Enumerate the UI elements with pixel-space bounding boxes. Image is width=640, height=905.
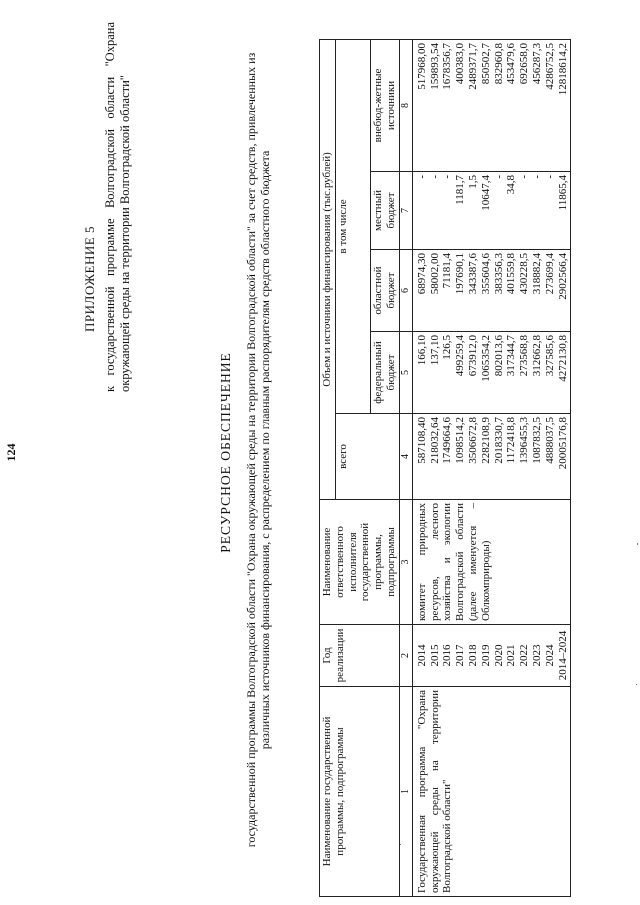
document-title: РЕСУРСНОЕ ОБЕСПЕЧЕНИЕ [218, 352, 233, 553]
regional-value: 430228,5 [518, 253, 531, 295]
extrabudget-value: 692658,0 [518, 42, 531, 85]
local-value: 1,5 [466, 175, 479, 189]
federal-cell [412, 332, 571, 414]
federal-value: 317344,7 [505, 335, 518, 377]
extrabudget-value: 453479,6 [505, 42, 518, 85]
local-value: 1181,7 [454, 175, 467, 205]
header-executor: Наименование ответственного исполнителя государственной программы, подпрограммы [320, 500, 400, 625]
total-value: 1172418,8 [505, 417, 518, 464]
regional-value: 71181,4 [441, 253, 454, 289]
header-including: в том числе [335, 39, 370, 413]
local-value: - [518, 175, 531, 179]
extrabudget-value: 400383,0 [454, 42, 467, 85]
year-value: 2015 [428, 644, 441, 667]
federal-value: 273568,8 [518, 335, 531, 377]
total-cell [412, 414, 571, 500]
header-regional: областной бюджет [371, 250, 400, 332]
total-value: 587108,40 [415, 417, 428, 464]
extrabudget-value: 850502,7 [479, 42, 492, 85]
header-total: всего [335, 414, 399, 500]
appendix-text: к государственной программе Волгоградской области "Охрана окружающей среды на территории Волгоградской области" [103, 22, 132, 392]
column-number: 5 [399, 332, 412, 414]
federal-value: 673912,0 [466, 335, 479, 377]
regional-value: 197690,1 [454, 253, 467, 295]
total-value: 2018330,7 [492, 417, 505, 464]
total-value: 1749664,6 [441, 417, 454, 464]
extrabudget-value: 12818614,2 [556, 42, 569, 96]
local-value: - [530, 175, 543, 179]
column-number: 3 [399, 500, 412, 625]
local-cell [412, 172, 571, 250]
local-value: - [543, 175, 556, 179]
regional-value: 2902566,4 [556, 253, 569, 300]
year-cell [412, 625, 571, 687]
year-value: 2016 [441, 644, 454, 667]
extrabudget-value: 4286752,5 [543, 42, 556, 90]
federal-value: 1065354,2 [479, 335, 492, 382]
regional-value: 355604,6 [479, 253, 492, 295]
table-header [320, 39, 413, 896]
federal-value: 312662,8 [530, 335, 543, 377]
appendix-title: ПРИЛОЖЕНИЕ 5 [82, 226, 97, 332]
extrabudget-value: 517968,00 [415, 42, 428, 90]
column-number: 2 [399, 625, 412, 687]
regional-value: 318882,4 [530, 253, 543, 295]
column-number: 8 [399, 39, 412, 171]
year-value: 2020 [492, 644, 505, 667]
local-value: - [441, 175, 454, 179]
document-subtitle: государственной программы Волгоградской области "Охрана окружающей среды на территории Волгоградской области" за счет средств, привлеченных из различных источников финансирования, с распределением по главным распорядителям средств областного бюджета [244, 52, 272, 848]
federal-value: 137,10 [428, 335, 441, 366]
extrabudget-value: 1678356,7 [441, 42, 454, 90]
local-value: 11865,4 [556, 175, 569, 211]
regional-value: 343387,6 [466, 253, 479, 295]
scan-speck [636, 684, 637, 685]
regional-value: 273699,4 [543, 253, 556, 295]
table-row [412, 39, 571, 896]
page-number: 124 [4, 443, 18, 462]
column-number-row [399, 39, 412, 896]
local-value: 34,8 [505, 175, 518, 195]
column-number: 1 [399, 687, 412, 897]
regional-cell [412, 250, 571, 332]
regional-value: 68974,30 [415, 253, 428, 295]
year-value: 2019 [479, 644, 492, 667]
scan-speck [400, 844, 401, 845]
executor-cell: комитет природных ресурсов, лесного хозяйства и экологии Волгоградской области (далее именуется – Облкомприроды) [412, 500, 571, 625]
header-extrabudget: внебюд-жетные источники [371, 39, 400, 171]
regional-value: 401559,8 [505, 253, 518, 295]
column-number: 4 [399, 414, 412, 500]
total-value: 4888037,5 [543, 417, 556, 464]
federal-value: 166,10 [415, 335, 428, 366]
extrabudget-value: 456287,3 [530, 42, 543, 85]
header-local: местный бюджет [371, 172, 400, 250]
local-value: - [492, 175, 505, 179]
local-value: - [428, 175, 441, 179]
extrabudget-value: 2489371,7 [466, 42, 479, 90]
year-value: 2014–2024 [556, 630, 569, 681]
federal-value: 802013,6 [492, 335, 505, 377]
regional-value: 58002,00 [428, 253, 441, 295]
total-value: 2282108,9 [479, 417, 492, 464]
federal-value: 499259,4 [454, 335, 467, 377]
local-value: 10647,4 [479, 175, 492, 211]
federal-value: 126,5 [441, 335, 454, 360]
total-value: 3506672,8 [466, 417, 479, 464]
year-value: 2021 [505, 644, 518, 667]
program-name-cell: Государственная программа "Охрана окружающей среды на территории Волгоградской области" [412, 687, 571, 897]
appendix-block [82, 22, 133, 392]
header-program-name: Наименование государственной программы, подпрограммы [320, 687, 400, 897]
funding-table [319, 39, 571, 897]
total-value: 20005176,8 [556, 417, 569, 470]
year-value: 2024 [543, 644, 556, 667]
year-value: 2023 [530, 644, 543, 667]
total-value: 1396455,3 [518, 417, 531, 464]
scan-speck [637, 543, 638, 545]
year-value: 2014 [415, 644, 428, 667]
column-number: 7 [399, 172, 412, 250]
year-value: 2022 [518, 644, 531, 667]
federal-value: 4272130,8 [556, 335, 569, 382]
year-value: 2017 [454, 644, 467, 667]
extrabudget-cell [412, 39, 571, 171]
header-funding-group: Объем и источники финансирования (тыс.рублей) [320, 39, 336, 499]
year-value: 2018 [466, 644, 479, 667]
extrabudget-value: 159893,54 [428, 42, 441, 90]
header-year: Год реализации [320, 625, 400, 687]
federal-value: 327585,6 [543, 335, 556, 377]
column-number: 6 [399, 250, 412, 332]
local-value: - [415, 175, 428, 179]
regional-value: 383356,3 [492, 253, 505, 295]
header-federal: федеральный бюджет [371, 332, 400, 414]
total-value: 218032,64 [428, 417, 441, 464]
total-value: 1087832,5 [530, 417, 543, 464]
extrabudget-value: 832960,8 [492, 42, 505, 85]
total-value: 1098514,2 [454, 417, 467, 464]
